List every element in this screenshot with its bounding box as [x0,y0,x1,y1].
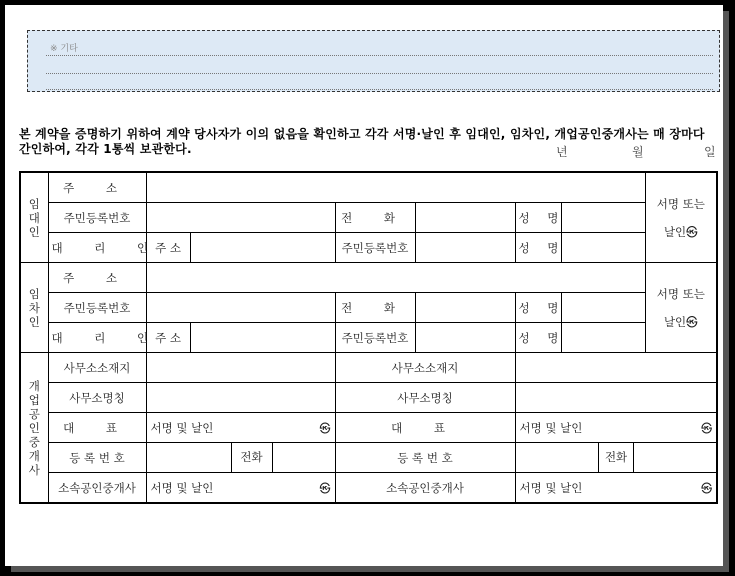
date-month-label: 월 [632,145,644,159]
lessor-agent-name-field[interactable] [561,233,645,263]
notes-box[interactable] [27,30,720,92]
broker1-reg-no-field[interactable] [147,443,232,472]
contract-parties-table [19,171,718,504]
broker-registration-row [20,443,717,473]
broker1-affiliated-sign-label: 서명 및 날인 [150,480,214,495]
lessee-agent-address-field[interactable] [190,323,335,353]
lessor-seal-label: 날인㉿ [663,224,698,239]
broker2-office-name-field[interactable] [515,383,717,413]
lessor-agent-address-label: 주 소 [146,233,190,263]
broker2-affiliated-label: 소속공인중개사 [335,473,515,504]
broker1-office-name-field[interactable] [146,383,335,413]
broker1-affiliated-sign-cell[interactable] [146,473,335,504]
lessor-phone-label: 전 화 [335,203,415,233]
lessee-phone-field[interactable] [415,293,515,323]
broker2-representative-sign-cell[interactable] [515,413,717,443]
lessor-address-row [20,172,717,203]
broker1-office-name-label: 사무소명칭 [48,383,146,413]
lessor-resident-no-label: 주민등록번호 [48,203,146,233]
broker1-phone-label: 전화 [232,443,273,472]
lessee-id-row [20,293,717,323]
lessee-label: 임 차 인 [20,263,48,353]
lessee-agent-name-label: 성 명 [515,323,561,353]
lessor-address-label: 주 소 [48,172,146,203]
lessee-address-field[interactable] [146,263,645,293]
notes-line [46,89,713,90]
lessee-agent-resident-no-label: 주민등록번호 [335,323,415,353]
lessee-sign-label: 서명 또는 [656,286,705,301]
lessee-signature-cell[interactable] [645,263,717,353]
lessee-resident-no-label: 주민등록번호 [48,293,146,323]
lessor-name-field[interactable] [561,203,645,233]
lessor-address-field[interactable] [146,172,645,203]
lessor-agent-label: 대 리 인 [48,233,146,263]
lessee-seal-label: 날인㉿ [663,314,698,329]
lessee-name-field[interactable] [561,293,645,323]
broker1-office-location-field[interactable] [146,353,335,383]
lessor-label: 임 대 인 [20,172,48,263]
lessor-phone-field[interactable] [415,203,515,233]
broker2-sign-label: 서명 및 날인 [519,420,583,435]
lessor-signature-cell[interactable] [645,172,717,263]
contract-statement: 본 계약을 증명하기 위하여 계약 당사자가 이의 없음을 확인하고 각각 서명·날인 후 임대인, 임차인, 개업공인중개사는 매 장마다 간인하여, 각각 1통씩 보관한다. [19,127,705,156]
lessee-phone-label: 전 화 [335,293,415,323]
lessee-address-row [20,263,717,293]
broker-label: 개 업 공 인 중 개 사 [20,353,48,504]
notes-line [46,73,713,74]
lessor-agent-name-label: 성 명 [515,233,561,263]
broker2-representative-label: 대 표 [335,413,515,443]
broker1-representative-label: 대 표 [48,413,146,443]
broker1-affiliated-seal-icon: ㉿ [319,481,331,495]
broker1-reg-phone-cell [146,443,335,473]
lessor-sign-label: 서명 또는 [656,196,705,211]
lessee-agent-resident-no-field[interactable] [415,323,515,353]
notes-label: ※ 기타 [50,44,78,54]
broker2-seal-icon: ㉿ [701,421,713,435]
broker2-reg-no-field[interactable] [516,443,600,472]
broker-office-location-row [20,353,717,383]
lessor-agent-resident-no-field[interactable] [415,233,515,263]
broker1-reg-no-label: 등 록 번 호 [48,443,146,473]
broker2-office-name-label: 사무소명칭 [335,383,515,413]
lessee-address-label: 주 소 [48,263,146,293]
broker2-affiliated-seal-icon: ㉿ [701,481,713,495]
broker1-seal-icon: ㉿ [319,421,331,435]
broker2-reg-phone-cell [515,443,717,473]
lessor-resident-no-field[interactable] [146,203,335,233]
broker2-office-location-label: 사무소소재지 [335,353,515,383]
broker1-sign-label: 서명 및 날인 [150,420,214,435]
broker2-affiliated-sign-cell[interactable] [515,473,717,504]
lessee-agent-row [20,323,717,353]
date-day-label: 일 [704,145,716,159]
broker1-office-location-label: 사무소소재지 [48,353,146,383]
lessor-agent-row [20,233,717,263]
lessee-resident-no-field[interactable] [146,293,335,323]
lessor-name-label: 성 명 [515,203,561,233]
broker2-phone-field[interactable] [634,443,716,472]
broker1-representative-sign-cell[interactable] [146,413,335,443]
broker2-affiliated-sign-label: 서명 및 날인 [519,480,583,495]
broker-affiliated-row [20,473,717,504]
broker2-phone-label: 전화 [599,443,634,472]
lessor-agent-resident-no-label: 주민등록번호 [335,233,415,263]
broker1-affiliated-label: 소속공인중개사 [48,473,146,504]
lessee-agent-label: 대 리 인 [48,323,146,353]
broker-representative-row [20,413,717,443]
lessee-agent-address-label: 주 소 [146,323,190,353]
lessor-agent-address-field[interactable] [190,233,335,263]
lessor-id-row [20,203,717,233]
broker2-reg-no-label: 등 록 번 호 [335,443,515,473]
date-year-label: 년 [556,145,568,159]
lessee-agent-name-field[interactable] [561,323,645,353]
broker2-office-location-field[interactable] [515,353,717,383]
lessee-name-label: 성 명 [515,293,561,323]
notes-line [46,55,713,56]
broker1-phone-field[interactable] [273,443,335,472]
broker-office-name-row [20,383,717,413]
